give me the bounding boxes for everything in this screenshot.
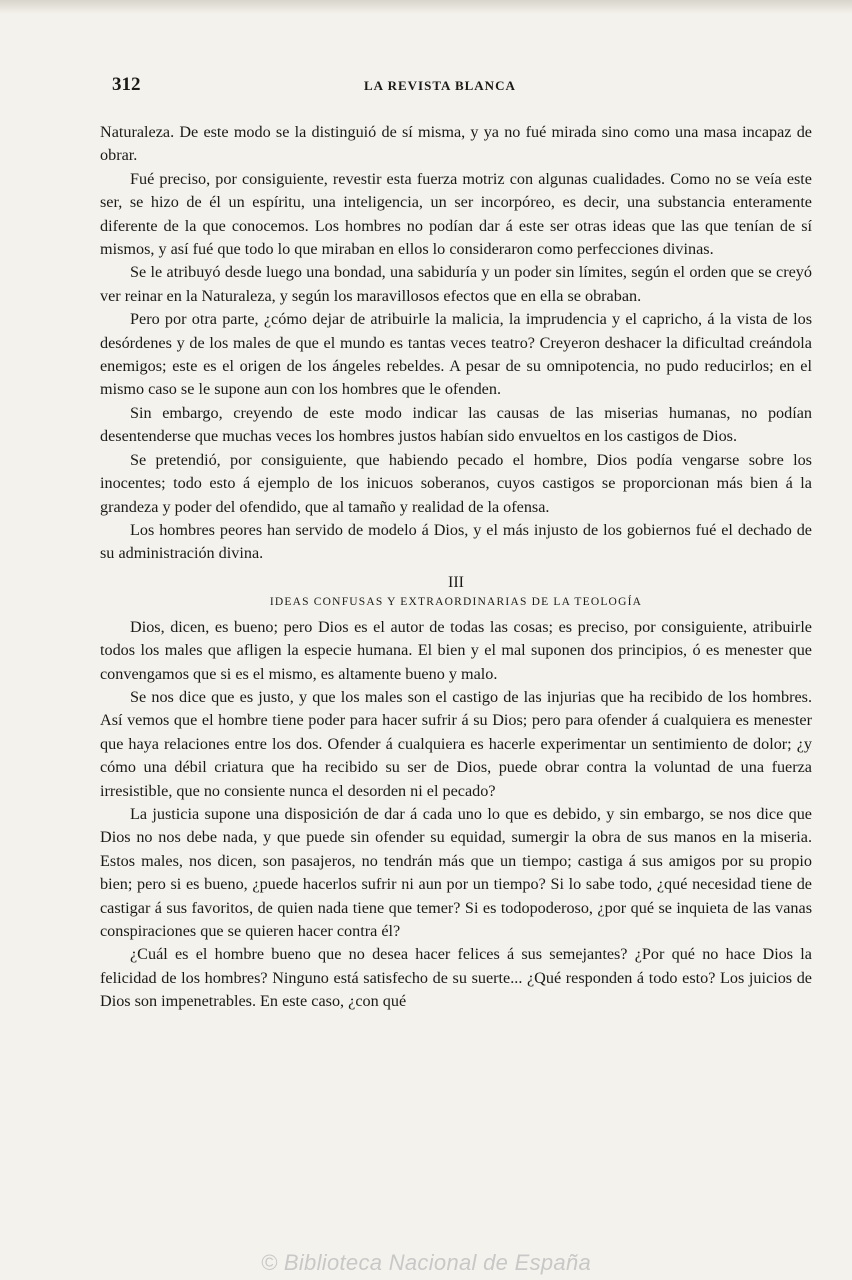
paragraph: La justicia supone una disposición de dar á cada uno lo que es debido, y sin embargo, se nos dice que Dios no nos debe nada, y que puede sin ofender su equidad, sumergir la obra de sus manos en la miseria. Estos males, nos dicen, son pasajeros, no tendrán más que un tiempo; castiga á sus amigos por su propio bien; pero si es bueno, ¿puede hacerlos sufrir ni aun por un tiempo? Si lo sabe todo, ¿qué necesidad tiene de castigar á sus favoritos, de quien nada tiene que temer? Si es todopoderoso, ¿por qué se inquieta de las vanas conspiraciones que se quieren hacer contra él? [100,804,812,940]
paragraph: ¿Cuál es el hombre bueno que no desea hacer felices á sus semejantes? ¿Por qué no hace Dios la felicidad de los hombres? Ninguno está satisfecho de su suerte... ¿Qué responden á todo esto? Los juicios de Dios son impenetrables. En este caso, ¿con qué [100,945,812,1011]
section-title: IDEAS CONFUSAS Y EXTRAORDINARIAS DE LA TEOLOGÍA [269,595,643,608]
page-number: 312 [112,74,141,95]
page-header [112,74,812,98]
paragraph: Se nos dice que es justo, y que los males son el castigo de las injurias que ha recibido de los hombres. Así vemos que el hombre tiene poder para hacer sufrir á su Dios; pero para ofender á cualquiera es menester que haya relaciones entre los dos. Ofender á cualquiera es hacerle experimentar un sentimiento de dolor; ¿y cómo una débil criatura que ha recibido su ser de Dios, puede obrar contra la voluntad de una fuerza irresistible, que no consiente nunca el desorden ni el pecado? [100,687,812,800]
running-title: LA REVISTA BLANCA [364,78,516,93]
page-top-edge [0,0,852,14]
paragraph: Dios, dicen, es bueno; pero Dios es el autor de todas las cosas; es preciso, por consiguiente, atribuirle todos los males que afligen la especie humana. El bien y el mal suponen dos principios, ó es menester que convengamos que si es el mismo, es altamente bueno y malo. [100,617,812,683]
paragraph: Se pretendió, por consiguiente, que habiendo pecado el hombre, Dios podía vengarse sobre los inocentes; todo esto á ejemplo de los inicuos soberanos, cuyos castigos se proporcionan más bien á la grandeza y poder del ofendido, que al tamaño y realidad de la ofensa. [100,450,812,516]
paragraph: Naturaleza. De este modo se la distinguió de sí misma, y ya no fué mirada sino como una masa incapaz de obrar. [100,123,812,165]
paragraph: Fué preciso, por consiguiente, revestir esta fuerza motriz con algunas cualidades. Como no se veía este ser, se hizo de él un espíritu, una inteligencia, un ser incorpóreo, es decir, una substancia enteramente diferente de la que conocemos. Los hombres no podían dar á este ser otras ideas que las que tenían de sí mismos, y así fué que todo lo que miraban en ellos lo consideraron como perfecciones divinas. [100,169,812,259]
body-text [100,121,812,1014]
section-numeral: III [448,573,464,591]
paragraph: Los hombres peores han servido de modelo á Dios, y el más injusto de los gobiernos fué el dechado de su administración divina. [100,520,812,563]
paragraph: Sin embargo, creyendo de este modo indicar las causas de las miserias humanas, no podían desentenderse que muchas veces los hombres justos habían sido envueltos en los castigos de Dios. [100,403,812,446]
paragraph: Pero por otra parte, ¿cómo dejar de atribuirle la malicia, la imprudencia y el capricho, á la vista de los desórdenes y de los males de que el mundo es tantas veces teatro? Creyeron deshacer la dificultad creándola enemigos; este es el origen de los ángeles rebeldes. A pesar de su omnipotencia, no pudo reducirlos; en el mismo caso se le supone aun con los hombres que le ofenden. [100,310,812,399]
paragraph: Se le atribuyó desde luego una bondad, una sabiduría y un poder sin límites, según el orden que se creyó ver reinar en la Naturaleza, y según los maravillosos efectos que en ella se obraban. [100,263,812,305]
library-watermark: © Biblioteca Nacional de España [260,1250,592,1275]
